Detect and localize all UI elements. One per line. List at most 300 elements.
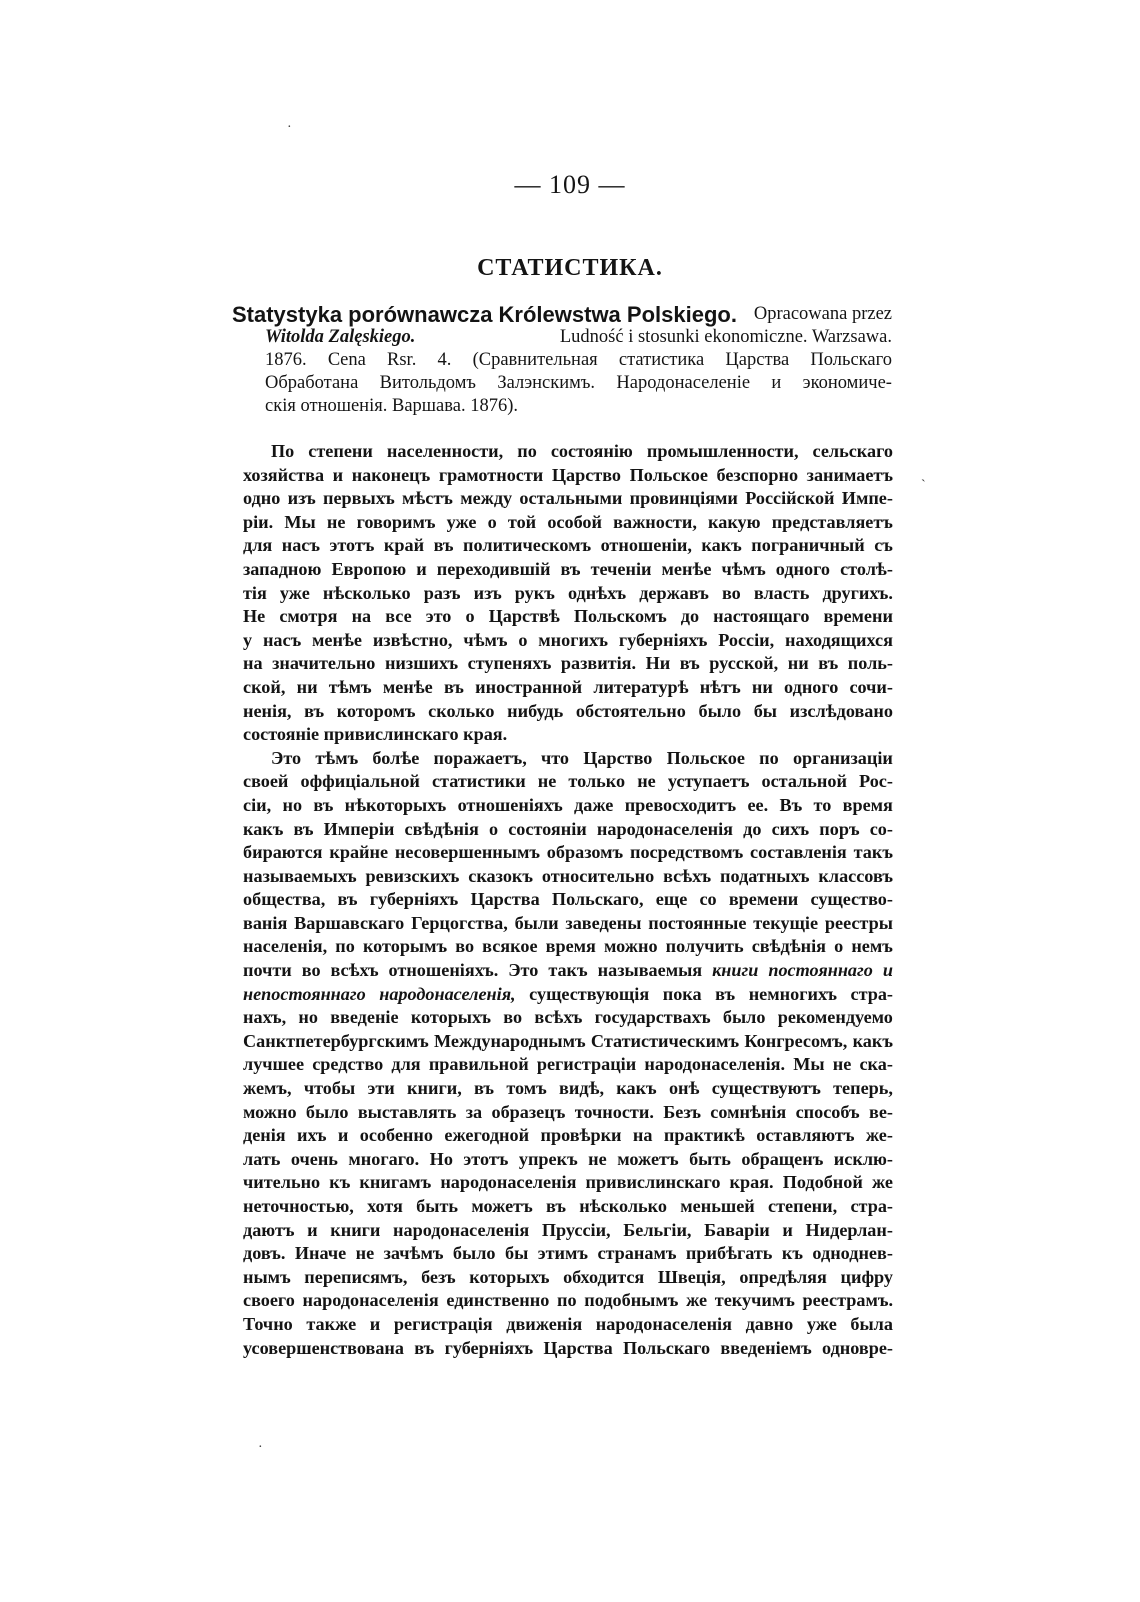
body-word: столѣ- bbox=[840, 558, 893, 579]
body-word: Санктпетербургскимъ bbox=[243, 1030, 429, 1051]
body-word: во bbox=[455, 936, 475, 957]
body-word: Варшавскаго bbox=[294, 912, 405, 933]
body-word: также bbox=[306, 1313, 357, 1334]
entry-line bbox=[232, 372, 892, 395]
body-word: прибѣгать bbox=[685, 1243, 773, 1264]
entry-word: Обработана bbox=[265, 373, 359, 393]
body-word: насъ bbox=[262, 629, 302, 650]
body-word: томъ bbox=[506, 1078, 547, 1099]
body-line bbox=[243, 511, 893, 535]
body-line bbox=[243, 1266, 893, 1290]
body-word: меньшей bbox=[680, 1196, 755, 1216]
body-word: Нидерлан- bbox=[805, 1219, 893, 1240]
body-word: можетъ bbox=[617, 1148, 679, 1169]
body-word: ской, bbox=[243, 676, 286, 697]
body-word: сельскаго bbox=[812, 441, 893, 461]
body-word: тія bbox=[243, 582, 267, 603]
body-word: рукъ bbox=[514, 582, 555, 603]
body-word: привислинскаго bbox=[585, 1172, 721, 1193]
body-word: Это bbox=[508, 960, 539, 981]
body-word: книгамъ bbox=[359, 1172, 432, 1193]
body-line bbox=[243, 1242, 893, 1266]
body-word: одноднев- bbox=[812, 1243, 893, 1264]
body-word: съ bbox=[874, 535, 893, 556]
body-word: свѣдѣнія bbox=[404, 818, 479, 839]
body-word: бы bbox=[753, 700, 777, 721]
body-word: получить bbox=[665, 936, 744, 957]
body-word: же bbox=[686, 1290, 708, 1311]
body-word: видѣ, bbox=[559, 1078, 604, 1099]
body-word: тѣмъ bbox=[328, 676, 372, 697]
body-word: на bbox=[351, 606, 372, 627]
body-word: губерніяхъ bbox=[369, 889, 459, 910]
body-line bbox=[243, 1195, 893, 1219]
body-word: быть bbox=[689, 1148, 731, 1169]
body-word: ступеняхъ bbox=[467, 653, 552, 674]
body-word: грамотности bbox=[438, 464, 544, 485]
body-line bbox=[243, 558, 893, 582]
body-word: такъ bbox=[853, 842, 893, 863]
entry-title: Statystyka porównawcza Królewstwa Polskiego. bbox=[232, 302, 737, 327]
body-word: извѣстно, bbox=[372, 629, 453, 650]
body-word: какъ bbox=[243, 818, 284, 839]
body-word: въ bbox=[715, 983, 736, 1004]
body-word: даютъ bbox=[243, 1219, 295, 1240]
body-word: существуютъ bbox=[711, 1078, 821, 1099]
body-word: иностранной bbox=[475, 676, 583, 697]
body-word: можно bbox=[604, 936, 658, 957]
body-word: ежегодной bbox=[444, 1125, 530, 1146]
entry-word: Варшава. bbox=[391, 396, 471, 416]
body-word: русской, bbox=[709, 653, 779, 674]
body-word: денія bbox=[243, 1125, 286, 1146]
body-word: мѣстъ bbox=[401, 488, 453, 509]
body-line bbox=[243, 534, 893, 558]
body-word: поражаетъ, bbox=[433, 747, 527, 768]
body-line bbox=[243, 818, 893, 842]
entry-word: 1876). bbox=[470, 396, 518, 416]
body-line bbox=[243, 1101, 893, 1125]
bibliographic-entry bbox=[232, 303, 892, 418]
body-word: той bbox=[507, 511, 537, 532]
body-word: обстоятельно bbox=[575, 700, 686, 721]
body-word: регистраціи bbox=[536, 1054, 637, 1075]
body-word: своего bbox=[243, 1290, 295, 1311]
body-word: было bbox=[305, 1101, 349, 1122]
body-word: довъ. bbox=[243, 1243, 286, 1264]
body-word: странамъ bbox=[597, 1243, 677, 1264]
body-word: общества, bbox=[243, 889, 326, 910]
body-word: въ bbox=[679, 653, 700, 674]
body-word: Россійской bbox=[745, 488, 835, 509]
entry-subtitle: Opracowana przez bbox=[753, 304, 892, 324]
body-word: въ bbox=[304, 700, 325, 721]
body-word: и bbox=[416, 558, 427, 579]
body-word: подобнымъ bbox=[584, 1290, 679, 1311]
body-word: обращенъ bbox=[741, 1148, 824, 1169]
body-word: сочи- bbox=[849, 676, 893, 697]
body-word: текущіе bbox=[753, 912, 819, 933]
body-word: по bbox=[557, 1290, 577, 1311]
body-word: менѣе bbox=[312, 629, 362, 650]
body-word: Не bbox=[243, 606, 266, 627]
body-word: представляетъ bbox=[771, 511, 893, 532]
body-word: свѣдѣнія bbox=[751, 936, 826, 957]
body-word: край bbox=[383, 535, 425, 556]
body-word: составленія bbox=[750, 842, 847, 863]
body-line bbox=[243, 1124, 893, 1148]
body-line bbox=[243, 935, 893, 959]
body-word: Царства bbox=[543, 1337, 613, 1358]
body-word: остальной bbox=[761, 771, 847, 792]
body-word: ванія bbox=[243, 912, 288, 933]
body-line bbox=[243, 700, 893, 724]
body-word: которыхъ bbox=[469, 1266, 550, 1287]
body-word: выставлять bbox=[357, 1101, 457, 1122]
body-word: государствахъ bbox=[594, 1007, 711, 1028]
body-word: уступаетъ bbox=[667, 771, 750, 792]
body-word: немъ bbox=[851, 936, 893, 957]
body-word: же bbox=[871, 1172, 893, 1193]
body-word: оставляютъ bbox=[756, 1125, 855, 1146]
body-word: губерніяхъ bbox=[444, 1337, 534, 1358]
body-word: во bbox=[503, 1007, 523, 1028]
body-word: которымъ bbox=[362, 936, 448, 957]
body-word: чѣмъ bbox=[463, 629, 508, 650]
body-line bbox=[243, 1219, 893, 1243]
body-word: Россіи, bbox=[718, 629, 775, 650]
body-word: народонаселенія bbox=[440, 1172, 577, 1193]
body-word: ихъ bbox=[297, 1125, 327, 1146]
body-word: бираются bbox=[243, 842, 323, 863]
body-word: пограничный bbox=[751, 535, 865, 556]
body-word: нымъ bbox=[243, 1266, 291, 1287]
body-word: этотъ bbox=[329, 535, 375, 556]
body-word: народонаселенія bbox=[302, 1290, 439, 1311]
body-line bbox=[243, 747, 893, 771]
body-word: этимъ bbox=[537, 1243, 588, 1264]
page-number: — 109 — bbox=[514, 170, 626, 199]
body-word: во bbox=[721, 582, 741, 603]
body-word: до bbox=[743, 818, 762, 839]
body-word: стра- bbox=[850, 1196, 893, 1216]
body-word: уже bbox=[279, 582, 310, 603]
body-word: какъ bbox=[616, 1078, 657, 1099]
body-word: это bbox=[425, 606, 452, 627]
body-word: всѣхъ bbox=[663, 865, 712, 886]
body-word: привислинскаго bbox=[323, 724, 464, 745]
body-word: отношеніяхъ bbox=[457, 794, 563, 815]
body-word: онѣ bbox=[668, 1078, 700, 1099]
body-word: провѣрки bbox=[540, 1125, 622, 1146]
body-word: оффиціальной bbox=[300, 771, 420, 792]
body-word: ее. bbox=[747, 794, 769, 815]
body-word: пока bbox=[662, 983, 702, 1004]
body-word: въ bbox=[433, 535, 454, 556]
body-word: несовершеннымъ bbox=[394, 842, 540, 863]
body-word: власть bbox=[753, 582, 810, 603]
body-word: быть bbox=[416, 1196, 459, 1216]
body-word: для bbox=[391, 1054, 421, 1075]
scan-speck: · bbox=[287, 120, 292, 135]
body-line bbox=[243, 652, 893, 676]
entry-word: (Сравнительная bbox=[472, 350, 598, 370]
body-word: народонаселенія bbox=[393, 1219, 530, 1240]
body-word: не bbox=[355, 1243, 375, 1264]
body-line bbox=[243, 723, 893, 747]
body-word: можетъ bbox=[471, 1196, 533, 1216]
entry-line bbox=[232, 326, 892, 349]
body-word: Бельгіи, bbox=[623, 1219, 692, 1240]
body-word: что bbox=[540, 747, 570, 768]
body-word: за bbox=[465, 1101, 483, 1122]
body-word: особой bbox=[547, 511, 602, 532]
body-word: была bbox=[850, 1313, 893, 1334]
body-word: книги bbox=[712, 960, 759, 981]
body-word: которомъ bbox=[336, 700, 416, 721]
body-word: регистрація bbox=[393, 1313, 493, 1334]
body-word: точности. bbox=[574, 1101, 654, 1122]
entry-line bbox=[232, 303, 892, 326]
body-word: первыхъ bbox=[323, 488, 395, 509]
body-word: Польскаго, bbox=[551, 889, 644, 910]
body-word: реестры bbox=[824, 912, 893, 933]
body-word: называемыхъ bbox=[243, 865, 357, 886]
body-word: многаго. bbox=[348, 1148, 420, 1169]
body-word: Царство bbox=[551, 464, 622, 485]
body-word: всякое bbox=[482, 936, 538, 957]
body-word: давно bbox=[745, 1313, 794, 1334]
body-line bbox=[243, 1077, 893, 1101]
body-word: чѣмъ bbox=[721, 558, 766, 579]
body-line bbox=[243, 582, 893, 606]
body-word: Иначе bbox=[294, 1243, 347, 1264]
body-word: Имперіи bbox=[323, 818, 395, 839]
body-word: остальными bbox=[519, 488, 623, 509]
body-word: Мы bbox=[793, 1054, 825, 1075]
body-word: текучимъ bbox=[714, 1290, 795, 1311]
body-word: упрекъ bbox=[518, 1148, 578, 1169]
body-word: теперь, bbox=[833, 1078, 893, 1099]
body-word: Подобной bbox=[782, 1172, 863, 1193]
body-word: но bbox=[282, 794, 303, 815]
entry-word: экономиче- bbox=[802, 373, 892, 393]
body-word: очень bbox=[290, 1148, 338, 1169]
body-word: опредѣляя bbox=[739, 1266, 827, 1287]
body-word: для bbox=[243, 535, 273, 556]
entry-word: скія bbox=[265, 396, 301, 416]
body-word: ни bbox=[787, 653, 809, 674]
body-word: нѣкоторыхъ bbox=[344, 794, 447, 815]
body-word: изслѣдовано bbox=[789, 700, 893, 721]
body-word: наконецъ bbox=[351, 464, 431, 485]
body-word: ни bbox=[296, 676, 318, 697]
body-word: Но bbox=[429, 1148, 453, 1169]
body-word: отношеніяхъ. bbox=[388, 960, 499, 981]
entry-word: и bbox=[771, 373, 782, 393]
body-word: Царства bbox=[470, 889, 540, 910]
body-word: книги, bbox=[407, 1078, 462, 1099]
body-word: образомъ bbox=[546, 842, 624, 863]
body-word: ни bbox=[751, 676, 773, 697]
body-word: населенности, bbox=[386, 441, 504, 461]
body-word: по bbox=[759, 747, 779, 768]
body-word: державъ bbox=[639, 582, 709, 603]
body-word: какую bbox=[708, 511, 761, 532]
body-word: въ bbox=[414, 1337, 435, 1358]
body-word: населенія, bbox=[243, 936, 328, 957]
body-word: отношеніи, bbox=[600, 535, 692, 556]
body-word: хозяйства bbox=[243, 464, 325, 485]
body-word: Герцогства, bbox=[411, 912, 508, 933]
body-word: настоящаго bbox=[713, 606, 810, 627]
body-word: всѣхъ bbox=[534, 1007, 583, 1028]
body-word: народонаселенія bbox=[596, 818, 734, 839]
body-word: ревизскихъ bbox=[365, 865, 460, 886]
body-word: какъ bbox=[852, 1030, 893, 1051]
body-word: развитія. bbox=[560, 653, 637, 674]
body-word: по bbox=[335, 936, 355, 957]
body-word: народонаселенія, bbox=[379, 983, 516, 1004]
body-word: состоянію bbox=[550, 441, 633, 461]
body-word: непостояннаго bbox=[243, 983, 366, 1004]
section-title: СТАТИСТИКА. bbox=[477, 255, 663, 281]
body-word: въ bbox=[313, 794, 334, 815]
body-word: нахъ, bbox=[243, 1007, 287, 1028]
body-word: можно bbox=[243, 1101, 297, 1122]
body-word: безспорно bbox=[716, 464, 799, 485]
body-word: уже bbox=[446, 511, 477, 532]
body-word: Швеція, bbox=[657, 1266, 726, 1287]
body-word: о bbox=[487, 511, 497, 532]
body-word: то bbox=[813, 794, 832, 815]
body-word: такъ bbox=[548, 960, 588, 981]
body-word: Европою bbox=[331, 558, 407, 579]
body-line bbox=[243, 1171, 893, 1195]
body-line bbox=[243, 1030, 893, 1054]
body-word: одно bbox=[243, 488, 281, 509]
body-word: времени bbox=[823, 606, 893, 627]
body-word: своей bbox=[243, 771, 289, 792]
body-word: о bbox=[465, 606, 475, 627]
scan-speck: ` bbox=[921, 478, 926, 493]
body-word: важности, bbox=[613, 511, 697, 532]
body-word: нибудь bbox=[507, 700, 564, 721]
entry-word: Витольдомъ bbox=[379, 373, 476, 393]
body-word: до bbox=[680, 606, 700, 627]
body-word: постояннаго bbox=[768, 960, 873, 981]
body-line bbox=[243, 888, 893, 912]
body-word: переходившій bbox=[436, 558, 551, 579]
body-word: сказокъ bbox=[468, 865, 534, 886]
body-word: было bbox=[452, 1243, 496, 1264]
body-word: стра- bbox=[850, 983, 893, 1004]
body-word: не bbox=[637, 771, 656, 792]
body-word: заведены bbox=[565, 912, 642, 933]
body-word: Международнымъ bbox=[434, 1030, 586, 1051]
body-word: ве- bbox=[869, 1101, 893, 1122]
body-word: насъ bbox=[281, 535, 320, 556]
body-word: въ bbox=[474, 1078, 495, 1099]
body-word: время bbox=[545, 936, 596, 957]
body-word: было bbox=[722, 1007, 766, 1028]
body-word: изъ bbox=[473, 582, 502, 603]
body-word: значительно bbox=[272, 653, 376, 674]
body-line bbox=[243, 676, 893, 700]
body-word: Царствѣ bbox=[488, 606, 560, 627]
body-word: нѣтъ bbox=[699, 676, 741, 697]
body-word: находящихся bbox=[785, 629, 893, 650]
body-word: въ bbox=[560, 558, 581, 579]
body-word: не bbox=[537, 771, 557, 792]
body-word: образецъ bbox=[491, 1101, 566, 1122]
body-word: время bbox=[842, 794, 893, 815]
body-word: нѣсколько bbox=[579, 1196, 667, 1216]
body-word: существо- bbox=[810, 889, 893, 910]
body-word: практикѣ bbox=[663, 1125, 745, 1146]
body-word: ненія, bbox=[243, 700, 292, 721]
body-word: Ни bbox=[645, 653, 671, 674]
body-word: ска- bbox=[859, 1054, 893, 1075]
body-word: книги bbox=[330, 1219, 381, 1240]
body-word: въ bbox=[818, 653, 839, 674]
body-word: состояніе bbox=[243, 724, 324, 745]
body-word: и bbox=[782, 1219, 793, 1240]
body-word: края. bbox=[729, 1172, 774, 1193]
entry-word: Залэнскимъ. bbox=[497, 373, 596, 393]
body-word: Рос- bbox=[859, 771, 893, 792]
body-line bbox=[243, 629, 893, 653]
body-line bbox=[243, 605, 893, 629]
body-word: между bbox=[460, 488, 513, 509]
body-word: же- bbox=[865, 1125, 893, 1146]
body-line bbox=[243, 912, 893, 936]
body-word: къ bbox=[781, 1243, 803, 1264]
entry-author: Witolda Zalęskiego. bbox=[265, 327, 416, 347]
body-word: и bbox=[882, 960, 893, 981]
body-word: эти bbox=[367, 1078, 395, 1099]
body-word: средство bbox=[312, 1054, 384, 1075]
body-word: занимаетъ bbox=[806, 464, 893, 485]
body-word: Пруссіи, bbox=[541, 1219, 611, 1240]
body-word: хотя bbox=[367, 1196, 403, 1216]
body-word: классовъ bbox=[818, 865, 893, 886]
body-word: но bbox=[298, 1007, 318, 1028]
body-word: все bbox=[385, 606, 412, 627]
body-line bbox=[243, 770, 893, 794]
body-word: Польское bbox=[629, 464, 708, 485]
body-word: исклю- bbox=[833, 1148, 893, 1169]
body-word: Это bbox=[271, 747, 302, 768]
body-word: времени bbox=[728, 889, 799, 910]
body-word: посредствомъ bbox=[629, 842, 744, 863]
body-word: со bbox=[699, 889, 717, 910]
entry-line bbox=[232, 395, 892, 418]
body-word: со- bbox=[869, 818, 893, 839]
body-word: Въ bbox=[779, 794, 803, 815]
body-word: разъ bbox=[423, 582, 461, 603]
body-word: одного bbox=[775, 558, 831, 579]
body-word: во bbox=[301, 960, 321, 981]
body-word: лучшее bbox=[243, 1054, 305, 1075]
body-word: изъ bbox=[287, 488, 316, 509]
body-word: и bbox=[307, 1219, 318, 1240]
body-word: реестрамъ. bbox=[802, 1290, 893, 1311]
body-word: политическомъ bbox=[463, 535, 592, 556]
body-line bbox=[243, 1289, 893, 1313]
body-word: называемыя bbox=[597, 960, 703, 981]
body-word: Баваріи bbox=[704, 1219, 770, 1240]
